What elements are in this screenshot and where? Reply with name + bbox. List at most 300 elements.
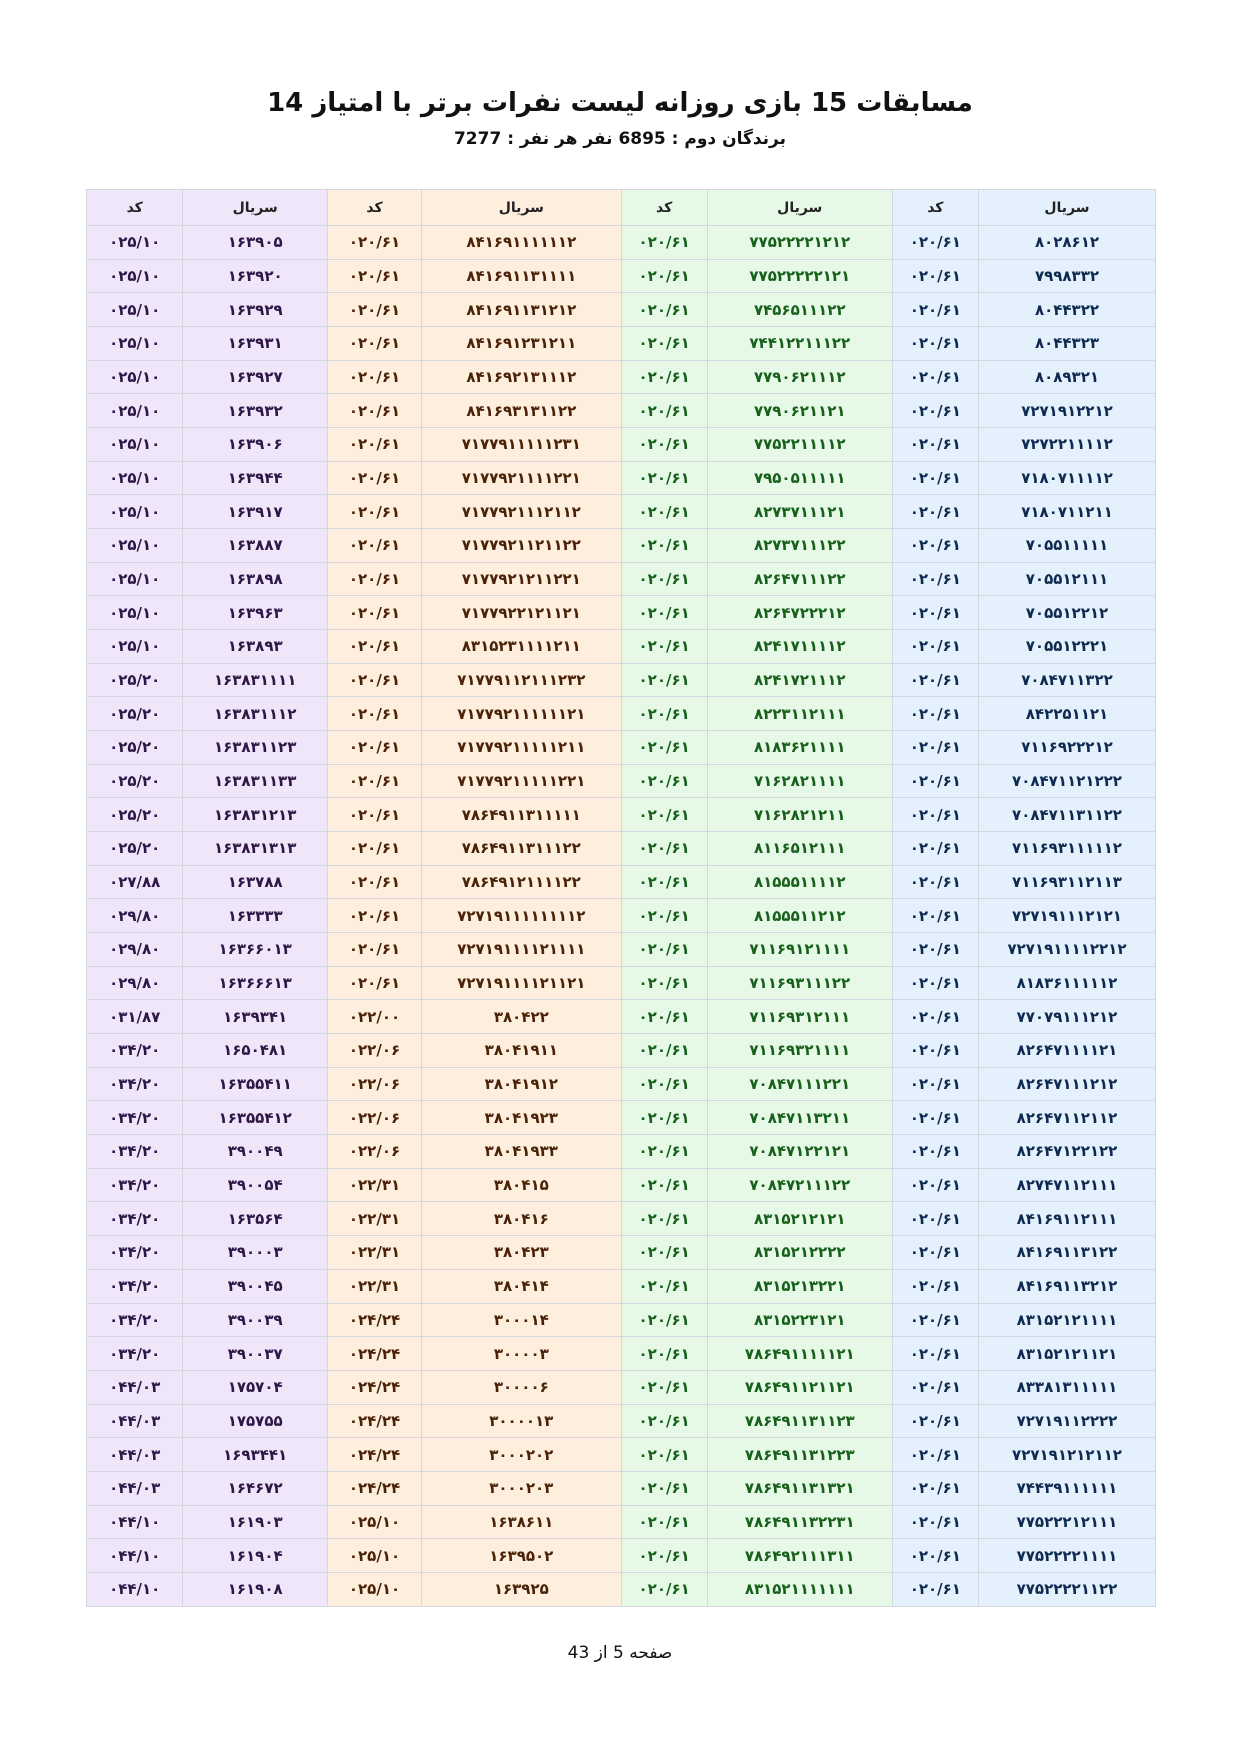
code-cell: ۰۲۰/۶۱ xyxy=(621,1236,707,1270)
code-cell: ۰۲۰/۶۱ xyxy=(327,899,421,933)
code-cell: ۰۳۴/۲۰ xyxy=(87,1303,183,1337)
code-cell: ۰۲۵/۱۰ xyxy=(87,495,183,529)
winners-table xyxy=(86,189,1156,1607)
code-cell: ۰۲۰/۶۱ xyxy=(892,798,978,832)
code-cell: ۰۲۵/۱۰ xyxy=(87,630,183,664)
serial-cell: ۱۶۳۹۲۵ xyxy=(422,1572,621,1606)
serial-cell: ۸۱۵۵۵۱۱۱۱۲ xyxy=(707,865,892,899)
table-row xyxy=(87,966,1156,1000)
page-subtitle: برندگان دوم : 6895 نفر هر نفر : 7277 xyxy=(453,129,787,149)
serial-cell: ۸۴۱۶۹۲۱۳۱۱۱۲ xyxy=(422,360,621,394)
table-row xyxy=(87,1269,1156,1303)
serial-cell: ۱۶۳۸۳۱۱۱۱ xyxy=(183,663,328,697)
code-cell: ۰۲۲/۰۶ xyxy=(327,1067,421,1101)
code-cell: ۰۳۱/۸۷ xyxy=(87,1000,183,1034)
code-cell: ۰۲۴/۲۴ xyxy=(327,1337,421,1371)
serial-cell: ۷۴۵۶۵۱۱۱۲۲ xyxy=(707,293,892,327)
table-row xyxy=(87,1404,1156,1438)
code-cell: ۰۴۴/۰۳ xyxy=(87,1370,183,1404)
serial-cell: ۱۶۳۹۳۴۱ xyxy=(183,1000,328,1034)
serial-cell: ۳۹۰۰۵۴ xyxy=(183,1168,328,1202)
table-row xyxy=(87,529,1156,563)
serial-cell: ۷۹۹۸۳۳۲ xyxy=(978,259,1155,293)
code-cell: ۰۲۰/۶۱ xyxy=(621,865,707,899)
serial-cell: ۸۰۲۸۶۱۲ xyxy=(978,226,1155,260)
code-cell: ۰۲۲/۰۶ xyxy=(327,1034,421,1068)
table-row xyxy=(87,1505,1156,1539)
column-header-serial: سریال xyxy=(183,190,328,226)
code-cell: ۰۲۰/۶۱ xyxy=(327,933,421,967)
serial-cell: ۷۸۶۴۹۲۱۱۱۳۱۱ xyxy=(707,1539,892,1573)
serial-cell: ۳۹۰۰۴۵ xyxy=(183,1269,328,1303)
serial-cell: ۷۱۱۶۹۳۱۲۱۱۱ xyxy=(707,1000,892,1034)
code-cell: ۰۲۷/۸۸ xyxy=(87,865,183,899)
code-cell: ۰۲۰/۶۱ xyxy=(621,1303,707,1337)
table-row xyxy=(87,1034,1156,1068)
serial-cell: ۱۶۳۹۲۷ xyxy=(183,360,328,394)
code-cell: ۰۲۰/۶۱ xyxy=(892,630,978,664)
column-header-serial: سریال xyxy=(978,190,1155,226)
serial-cell: ۷۱۱۶۹۳۱۱۱۲۲ xyxy=(707,966,892,1000)
table-row xyxy=(87,1539,1156,1573)
code-cell: ۰۲۰/۶۱ xyxy=(892,596,978,630)
table-row xyxy=(87,495,1156,529)
serial-cell: ۸۲۷۳۷۱۱۱۲۱ xyxy=(707,495,892,529)
code-cell: ۰۲۰/۶۱ xyxy=(892,293,978,327)
serial-cell: ۱۶۳۸۳۱۱۲۳ xyxy=(183,731,328,765)
code-cell: ۰۲۹/۸۰ xyxy=(87,899,183,933)
serial-cell: ۷۱۱۶۹۳۲۱۱۱۱ xyxy=(707,1034,892,1068)
code-cell: ۰۴۴/۱۰ xyxy=(87,1539,183,1573)
code-cell: ۰۲۰/۶۱ xyxy=(892,1303,978,1337)
serial-cell: ۱۶۳۸۳۱۱۱۲ xyxy=(183,697,328,731)
serial-cell: ۸۲۶۴۷۲۲۲۱۲ xyxy=(707,596,892,630)
table-row xyxy=(87,226,1156,260)
serial-cell: ۳۸۰۴۲۲ xyxy=(422,1000,621,1034)
serial-cell: ۸۳۱۵۲۱۳۲۲۱ xyxy=(707,1269,892,1303)
code-cell: ۰۲۵/۱۰ xyxy=(327,1539,421,1573)
serial-cell: ۸۴۱۶۹۱۱۲۱۱۱ xyxy=(978,1202,1155,1236)
code-cell: ۰۲۰/۶۱ xyxy=(892,865,978,899)
table-row xyxy=(87,327,1156,361)
code-cell: ۰۲۰/۶۱ xyxy=(327,663,421,697)
code-cell: ۰۲۰/۶۱ xyxy=(892,259,978,293)
code-cell: ۰۲۲/۰۶ xyxy=(327,1135,421,1169)
serial-cell: ۷۸۶۴۹۱۲۱۱۱۱۲۲ xyxy=(422,865,621,899)
code-cell: ۰۲۰/۶۱ xyxy=(327,360,421,394)
code-cell: ۰۲۰/۶۱ xyxy=(621,1269,707,1303)
serial-cell: ۱۶۳۵۵۴۱۱ xyxy=(183,1067,328,1101)
table-row xyxy=(87,1370,1156,1404)
code-cell: ۰۲۰/۶۱ xyxy=(621,899,707,933)
code-cell: ۰۲۴/۲۴ xyxy=(327,1404,421,1438)
table-row xyxy=(87,1337,1156,1371)
code-cell: ۰۲۰/۶۱ xyxy=(621,1034,707,1068)
code-cell: ۰۳۴/۲۰ xyxy=(87,1135,183,1169)
code-cell: ۰۲۰/۶۱ xyxy=(327,226,421,260)
code-cell: ۰۲۵/۱۰ xyxy=(87,360,183,394)
code-cell: ۰۲۰/۶۱ xyxy=(892,1135,978,1169)
serial-cell: ۳۸۰۴۱۵ xyxy=(422,1168,621,1202)
code-cell: ۰۲۰/۶۱ xyxy=(621,259,707,293)
serial-cell: ۷۰۸۴۷۱۱۳۱۱۲۲ xyxy=(978,798,1155,832)
serial-cell: ۷۲۷۱۹۱۱۱۱۲۱۱۱۱ xyxy=(422,933,621,967)
serial-cell: ۱۶۳۹۰۶ xyxy=(183,428,328,462)
code-cell: ۰۲۴/۲۴ xyxy=(327,1303,421,1337)
serial-cell: ۷۱۷۷۹۲۱۱۱۱۱۲۲۱ xyxy=(422,764,621,798)
code-cell: ۰۲۰/۶۱ xyxy=(621,764,707,798)
serial-cell: ۱۶۳۵۵۴۱۲ xyxy=(183,1101,328,1135)
serial-cell: ۷۱۷۷۹۲۱۱۱۲۱۱۲ xyxy=(422,495,621,529)
table-row xyxy=(87,764,1156,798)
serial-cell: ۸۴۱۶۹۱۱۳۱۲۱۲ xyxy=(422,293,621,327)
serial-cell: ۱۶۳۹۴۴ xyxy=(183,461,328,495)
serial-cell: ۷۱۶۲۸۲۱۲۱۱ xyxy=(707,798,892,832)
serial-cell: ۸۲۶۴۷۱۱۱۲۲ xyxy=(707,562,892,596)
serial-cell: ۷۸۶۴۹۱۱۳۱۳۲۱ xyxy=(707,1471,892,1505)
serial-cell: ۷۱۷۷۹۲۱۱۱۱۲۲۱ xyxy=(422,461,621,495)
code-cell: ۰۲۰/۶۱ xyxy=(621,1000,707,1034)
serial-cell: ۷۲۷۱۹۱۱۱۱۲۱۱۲۱ xyxy=(422,966,621,1000)
code-cell: ۰۲۰/۶۱ xyxy=(327,798,421,832)
serial-cell: ۸۰۴۴۳۲۳ xyxy=(978,327,1155,361)
code-cell: ۰۲۰/۶۱ xyxy=(892,899,978,933)
code-cell: ۰۲۰/۶۱ xyxy=(327,293,421,327)
code-cell: ۰۲۰/۶۱ xyxy=(621,1370,707,1404)
serial-cell: ۸۴۱۶۹۱۱۱۱۱۱۲ xyxy=(422,226,621,260)
serial-cell: ۳۰۰۰۱۴ xyxy=(422,1303,621,1337)
table-body xyxy=(87,226,1156,1607)
code-cell: ۰۲۰/۶۱ xyxy=(892,360,978,394)
table-row xyxy=(87,293,1156,327)
serial-cell: ۸۲۷۴۷۱۱۲۱۱۱ xyxy=(978,1168,1155,1202)
serial-cell: ۷۰۵۵۱۲۲۱۲ xyxy=(978,596,1155,630)
serial-cell: ۷۷۰۷۹۱۱۱۲۱۲ xyxy=(978,1000,1155,1034)
serial-cell: ۸۴۱۶۹۱۱۳۱۲۲ xyxy=(978,1236,1155,1270)
serial-cell: ۸۴۱۶۹۱۱۳۲۱۲ xyxy=(978,1269,1155,1303)
code-cell: ۰۲۰/۶۱ xyxy=(621,428,707,462)
code-cell: ۰۲۰/۶۱ xyxy=(621,1471,707,1505)
code-cell: ۰۳۴/۲۰ xyxy=(87,1269,183,1303)
serial-cell: ۷۱۷۷۹۲۲۱۲۱۱۲۱ xyxy=(422,596,621,630)
table-row xyxy=(87,1471,1156,1505)
serial-cell: ۳۰۰۰۰۱۳ xyxy=(422,1404,621,1438)
code-cell: ۰۲۵/۱۰ xyxy=(87,596,183,630)
serial-cell: ۷۸۶۴۹۱۱۳۱۱۱۲۲ xyxy=(422,832,621,866)
serial-cell: ۷۲۷۱۹۱۲۲۱۲ xyxy=(978,394,1155,428)
table-row xyxy=(87,697,1156,731)
serial-cell: ۷۰۵۵۱۲۲۲۱ xyxy=(978,630,1155,664)
code-cell: ۰۲۰/۶۱ xyxy=(327,630,421,664)
code-cell: ۰۲۰/۶۱ xyxy=(621,529,707,563)
serial-cell: ۷۱۷۷۹۱۱۲۱۱۱۲۳۲ xyxy=(422,663,621,697)
code-cell: ۰۳۴/۲۰ xyxy=(87,1202,183,1236)
code-cell: ۰۲۵/۱۰ xyxy=(87,562,183,596)
table-row xyxy=(87,630,1156,664)
serial-cell: ۸۲۴۱۷۱۱۱۱۲ xyxy=(707,630,892,664)
serial-cell: ۸۳۱۵۲۳۱۱۱۱۲۱۱ xyxy=(422,630,621,664)
code-cell: ۰۲۰/۶۱ xyxy=(621,1572,707,1606)
code-cell: ۰۲۰/۶۱ xyxy=(892,933,978,967)
table-row xyxy=(87,1168,1156,1202)
code-cell: ۰۲۰/۶۱ xyxy=(892,562,978,596)
code-cell: ۰۲۴/۲۴ xyxy=(327,1438,421,1472)
serial-cell: ۸۳۱۵۲۱۲۲۲۲ xyxy=(707,1236,892,1270)
serial-cell: ۱۶۳۹۲۹ xyxy=(183,293,328,327)
serial-cell: ۱۶۳۶۶۰۱۳ xyxy=(183,933,328,967)
serial-cell: ۷۰۸۴۷۱۱۲۱۲۲۲ xyxy=(978,764,1155,798)
serial-cell: ۷۸۶۴۹۱۱۲۱۱۲۱ xyxy=(707,1370,892,1404)
table-row xyxy=(87,360,1156,394)
serial-cell: ۱۷۵۷۵۵ xyxy=(183,1404,328,1438)
code-cell: ۰۲۰/۶۱ xyxy=(621,226,707,260)
serial-cell: ۸۱۸۳۶۲۱۱۱۱ xyxy=(707,731,892,765)
code-cell: ۰۲۰/۶۱ xyxy=(892,1438,978,1472)
serial-cell: ۷۱۱۶۹۳۱۱۲۱۱۳ xyxy=(978,865,1155,899)
serial-cell: ۷۸۶۴۹۱۱۳۱۱۱۱۱ xyxy=(422,798,621,832)
table-row xyxy=(87,461,1156,495)
code-cell: ۰۲۲/۰۰ xyxy=(327,1000,421,1034)
code-cell: ۰۲۰/۶۱ xyxy=(621,731,707,765)
table-row xyxy=(87,1000,1156,1034)
code-cell: ۰۲۰/۶۱ xyxy=(892,1471,978,1505)
table-row xyxy=(87,1067,1156,1101)
code-cell: ۰۲۰/۶۱ xyxy=(892,731,978,765)
code-cell: ۰۲۰/۶۱ xyxy=(327,327,421,361)
code-cell: ۰۲۰/۶۱ xyxy=(327,966,421,1000)
code-cell: ۰۲۰/۶۱ xyxy=(621,596,707,630)
serial-cell: ۷۲۷۱۹۱۱۱۲۱۲۱ xyxy=(978,899,1155,933)
code-cell: ۰۲۰/۶۱ xyxy=(892,1269,978,1303)
page-number: صفحه 5 از 43 xyxy=(567,1643,673,1663)
serial-cell: ۳۸۰۴۲۳ xyxy=(422,1236,621,1270)
serial-cell: ۸۱۸۳۶۱۱۱۱۱۲ xyxy=(978,966,1155,1000)
serial-cell: ۷۲۷۱۹۱۱۱۱۲۲۱۲ xyxy=(978,933,1155,967)
serial-cell: ۷۰۸۴۷۱۲۲۱۲۱ xyxy=(707,1135,892,1169)
serial-cell: ۳۸۰۴۱۹۱۱ xyxy=(422,1034,621,1068)
serial-cell: ۷۱۱۶۹۱۲۱۱۱۱ xyxy=(707,933,892,967)
serial-cell: ۸۳۱۵۲۱۱۱۱۱۱۱ xyxy=(707,1572,892,1606)
serial-cell: ۱۶۳۸۳۱۱۳۳ xyxy=(183,764,328,798)
serial-cell: ۳۹۰۰۳۷ xyxy=(183,1337,328,1371)
serial-cell: ۷۲۷۱۹۱۱۲۲۲۲ xyxy=(978,1404,1155,1438)
serial-cell: ۸۰۴۴۳۲۲ xyxy=(978,293,1155,327)
code-cell: ۰۲۹/۸۰ xyxy=(87,933,183,967)
serial-cell: ۱۶۱۹۰۳ xyxy=(183,1505,328,1539)
serial-cell: ۱۶۳۹۵۰۲ xyxy=(422,1539,621,1573)
code-cell: ۰۲۰/۶۱ xyxy=(892,461,978,495)
serial-cell: ۸۴۱۶۹۱۱۳۱۱۱۱ xyxy=(422,259,621,293)
serial-cell: ۱۶۳۹۱۷ xyxy=(183,495,328,529)
code-cell: ۰۲۰/۶۱ xyxy=(327,461,421,495)
code-cell: ۰۲۰/۶۱ xyxy=(892,764,978,798)
serial-cell: ۸۰۸۹۳۲۱ xyxy=(978,360,1155,394)
serial-cell: ۱۶۳۹۳۱ xyxy=(183,327,328,361)
serial-cell: ۱۶۳۶۶۶۱۳ xyxy=(183,966,328,1000)
serial-cell: ۷۷۹۰۶۲۱۱۲۱ xyxy=(707,394,892,428)
serial-cell: ۸۲۶۴۷۱۱۱۱۲۱ xyxy=(978,1034,1155,1068)
code-cell: ۰۴۴/۰۳ xyxy=(87,1471,183,1505)
serial-cell: ۷۰۸۴۷۱۱۳۲۱۱ xyxy=(707,1101,892,1135)
table-row xyxy=(87,798,1156,832)
serial-cell: ۷۷۵۲۲۱۱۱۱۲ xyxy=(707,428,892,462)
code-cell: ۰۲۵/۱۰ xyxy=(87,461,183,495)
code-cell: ۰۲۲/۳۱ xyxy=(327,1236,421,1270)
serial-cell: ۷۰۸۴۷۱۱۱۲۲۱ xyxy=(707,1067,892,1101)
code-cell: ۰۲۲/۰۶ xyxy=(327,1101,421,1135)
serial-cell: ۱۶۳۸۶۱۱ xyxy=(422,1505,621,1539)
code-cell: ۰۲۵/۲۰ xyxy=(87,832,183,866)
table-row xyxy=(87,663,1156,697)
serial-cell: ۷۱۷۷۹۲۱۱۲۱۱۲۲ xyxy=(422,529,621,563)
code-cell: ۰۲۰/۶۱ xyxy=(621,933,707,967)
code-cell: ۰۲۰/۶۱ xyxy=(327,697,421,731)
serial-cell: ۱۶۳۸۸۷ xyxy=(183,529,328,563)
code-cell: ۰۲۰/۶۱ xyxy=(621,1337,707,1371)
serial-cell: ۷۴۴۳۹۱۱۱۱۱۱ xyxy=(978,1471,1155,1505)
code-cell: ۰۲۰/۶۱ xyxy=(892,832,978,866)
serial-cell: ۸۴۱۶۹۳۱۳۱۱۲۲ xyxy=(422,394,621,428)
code-cell: ۰۳۴/۲۰ xyxy=(87,1337,183,1371)
serial-cell: ۱۶۳۵۶۴ xyxy=(183,1202,328,1236)
table-row xyxy=(87,933,1156,967)
code-cell: ۰۲۲/۳۱ xyxy=(327,1269,421,1303)
serial-cell: ۳۸۰۴۱۶ xyxy=(422,1202,621,1236)
serial-cell: ۸۱۵۵۵۱۱۲۱۲ xyxy=(707,899,892,933)
serial-cell: ۱۶۳۸۹۳ xyxy=(183,630,328,664)
serial-cell: ۷۴۴۱۲۲۱۱۱۲۲ xyxy=(707,327,892,361)
code-cell: ۰۲۰/۶۱ xyxy=(892,226,978,260)
serial-cell: ۷۱۷۷۹۱۱۱۱۱۲۳۱ xyxy=(422,428,621,462)
serial-cell: ۱۶۳۳۳۳ xyxy=(183,899,328,933)
serial-cell: ۱۶۱۹۰۴ xyxy=(183,1539,328,1573)
code-cell: ۰۲۰/۶۱ xyxy=(327,428,421,462)
code-cell: ۰۲۰/۶۱ xyxy=(892,1539,978,1573)
table-row xyxy=(87,1101,1156,1135)
code-cell: ۰۲۰/۶۱ xyxy=(621,1202,707,1236)
code-cell: ۰۲۵/۱۰ xyxy=(87,394,183,428)
code-cell: ۰۲۰/۶۱ xyxy=(892,663,978,697)
code-cell: ۰۲۰/۶۱ xyxy=(892,1034,978,1068)
code-cell: ۰۴۴/۱۰ xyxy=(87,1505,183,1539)
serial-cell: ۱۶۳۸۹۸ xyxy=(183,562,328,596)
table-row xyxy=(87,731,1156,765)
code-cell: ۰۳۴/۲۰ xyxy=(87,1168,183,1202)
code-cell: ۰۲۰/۶۱ xyxy=(327,731,421,765)
serial-cell: ۸۳۱۵۲۱۲۱۱۱۱ xyxy=(978,1303,1155,1337)
serial-cell: ۷۸۶۴۹۱۱۳۱۱۲۳ xyxy=(707,1404,892,1438)
serial-cell: ۱۶۴۶۷۲ xyxy=(183,1471,328,1505)
table-header-row xyxy=(87,190,1156,226)
serial-cell: ۸۳۳۸۱۳۱۱۱۱۱ xyxy=(978,1370,1155,1404)
code-cell: ۰۲۹/۸۰ xyxy=(87,966,183,1000)
serial-cell: ۸۲۶۴۷۱۱۲۱۱۲ xyxy=(978,1101,1155,1135)
code-cell: ۰۲۰/۶۱ xyxy=(621,697,707,731)
code-cell: ۰۲۰/۶۱ xyxy=(327,495,421,529)
serial-cell: ۱۷۵۷۰۴ xyxy=(183,1370,328,1404)
code-cell: ۰۲۰/۶۱ xyxy=(892,394,978,428)
code-cell: ۰۲۰/۶۱ xyxy=(327,529,421,563)
serial-cell: ۷۷۵۲۲۲۲۲۱۲۱ xyxy=(707,259,892,293)
serial-cell: ۷۰۵۵۱۱۱۱۱ xyxy=(978,529,1155,563)
code-cell: ۰۲۰/۶۱ xyxy=(621,1438,707,1472)
code-cell: ۰۴۴/۰۳ xyxy=(87,1438,183,1472)
serial-cell: ۷۱۷۷۹۲۱۱۱۱۱۲۱۱ xyxy=(422,731,621,765)
code-cell: ۰۲۰/۶۱ xyxy=(621,327,707,361)
column-header-serial: سریال xyxy=(707,190,892,226)
code-cell: ۰۲۵/۱۰ xyxy=(327,1572,421,1606)
code-cell: ۰۲۰/۶۱ xyxy=(621,663,707,697)
table-row xyxy=(87,1572,1156,1606)
code-cell: ۰۲۵/۱۰ xyxy=(87,428,183,462)
serial-cell: ۷۱۱۶۹۳۱۱۱۱۱۲ xyxy=(978,832,1155,866)
column-header-code: کد xyxy=(892,190,978,226)
code-cell: ۰۲۵/۱۰ xyxy=(87,259,183,293)
serial-cell: ۸۲۶۴۷۱۱۱۲۱۲ xyxy=(978,1067,1155,1101)
table-row xyxy=(87,1438,1156,1472)
code-cell: ۰۲۰/۶۱ xyxy=(621,1101,707,1135)
code-cell: ۰۲۰/۶۱ xyxy=(892,1337,978,1371)
serial-cell: ۷۷۵۲۲۲۱۲۱۱۱ xyxy=(978,1505,1155,1539)
table-row xyxy=(87,596,1156,630)
code-cell: ۰۲۵/۲۰ xyxy=(87,764,183,798)
code-cell: ۰۲۰/۶۱ xyxy=(327,562,421,596)
code-cell: ۰۳۴/۲۰ xyxy=(87,1034,183,1068)
code-cell: ۰۲۰/۶۱ xyxy=(621,1404,707,1438)
serial-cell: ۸۲۶۴۷۱۲۲۱۲۲ xyxy=(978,1135,1155,1169)
serial-cell: ۳۹۰۰۰۳ xyxy=(183,1236,328,1270)
code-cell: ۰۲۰/۶۱ xyxy=(621,1067,707,1101)
code-cell: ۰۲۰/۶۱ xyxy=(621,1539,707,1573)
column-header-serial: سریال xyxy=(422,190,621,226)
code-cell: ۰۲۵/۱۰ xyxy=(327,1505,421,1539)
code-cell: ۰۲۰/۶۱ xyxy=(621,798,707,832)
serial-cell: ۷۰۵۵۱۲۱۱۱ xyxy=(978,562,1155,596)
code-cell: ۰۲۰/۶۱ xyxy=(621,1168,707,1202)
column-header-code: کد xyxy=(621,190,707,226)
code-cell: ۰۲۰/۶۱ xyxy=(892,697,978,731)
serial-cell: ۳۸۰۴۱۹۳۳ xyxy=(422,1135,621,1169)
code-cell: ۰۳۴/۲۰ xyxy=(87,1067,183,1101)
code-cell: ۰۲۵/۱۰ xyxy=(87,529,183,563)
code-cell: ۰۴۴/۰۳ xyxy=(87,1404,183,1438)
serial-cell: ۳۰۰۰۲۰۲ xyxy=(422,1438,621,1472)
serial-cell: ۸۲۴۱۷۲۱۱۱۲ xyxy=(707,663,892,697)
serial-cell: ۸۴۱۶۹۱۲۳۱۲۱۱ xyxy=(422,327,621,361)
code-cell: ۰۲۰/۶۱ xyxy=(892,428,978,462)
code-cell: ۰۳۴/۲۰ xyxy=(87,1101,183,1135)
code-cell: ۰۲۰/۶۱ xyxy=(621,1505,707,1539)
serial-cell: ۱۶۹۳۴۴۱ xyxy=(183,1438,328,1472)
code-cell: ۰۴۴/۱۰ xyxy=(87,1572,183,1606)
serial-cell: ۷۰۸۴۷۲۱۱۱۲۲ xyxy=(707,1168,892,1202)
code-cell: ۰۲۰/۶۱ xyxy=(621,562,707,596)
code-cell: ۰۲۰/۶۱ xyxy=(892,1505,978,1539)
code-cell: ۰۲۵/۲۰ xyxy=(87,731,183,765)
serial-cell: ۷۱۷۷۹۲۱۲۱۱۲۲۱ xyxy=(422,562,621,596)
table-row xyxy=(87,865,1156,899)
code-cell: ۰۳۴/۲۰ xyxy=(87,1236,183,1270)
code-cell: ۰۲۰/۶۱ xyxy=(327,865,421,899)
serial-cell: ۳۹۰۰۴۹ xyxy=(183,1135,328,1169)
serial-cell: ۷۲۷۲۲۱۱۱۱۲ xyxy=(978,428,1155,462)
serial-cell: ۸۳۱۵۲۱۲۱۲۱ xyxy=(707,1202,892,1236)
serial-cell: ۳۰۰۰۰۶ xyxy=(422,1370,621,1404)
serial-cell: ۷۱۱۶۹۲۲۲۱۲ xyxy=(978,731,1155,765)
serial-cell: ۸۳۱۵۲۲۳۱۲۱ xyxy=(707,1303,892,1337)
table-row xyxy=(87,1202,1156,1236)
serial-cell: ۷۱۶۲۸۲۱۱۱۱ xyxy=(707,764,892,798)
